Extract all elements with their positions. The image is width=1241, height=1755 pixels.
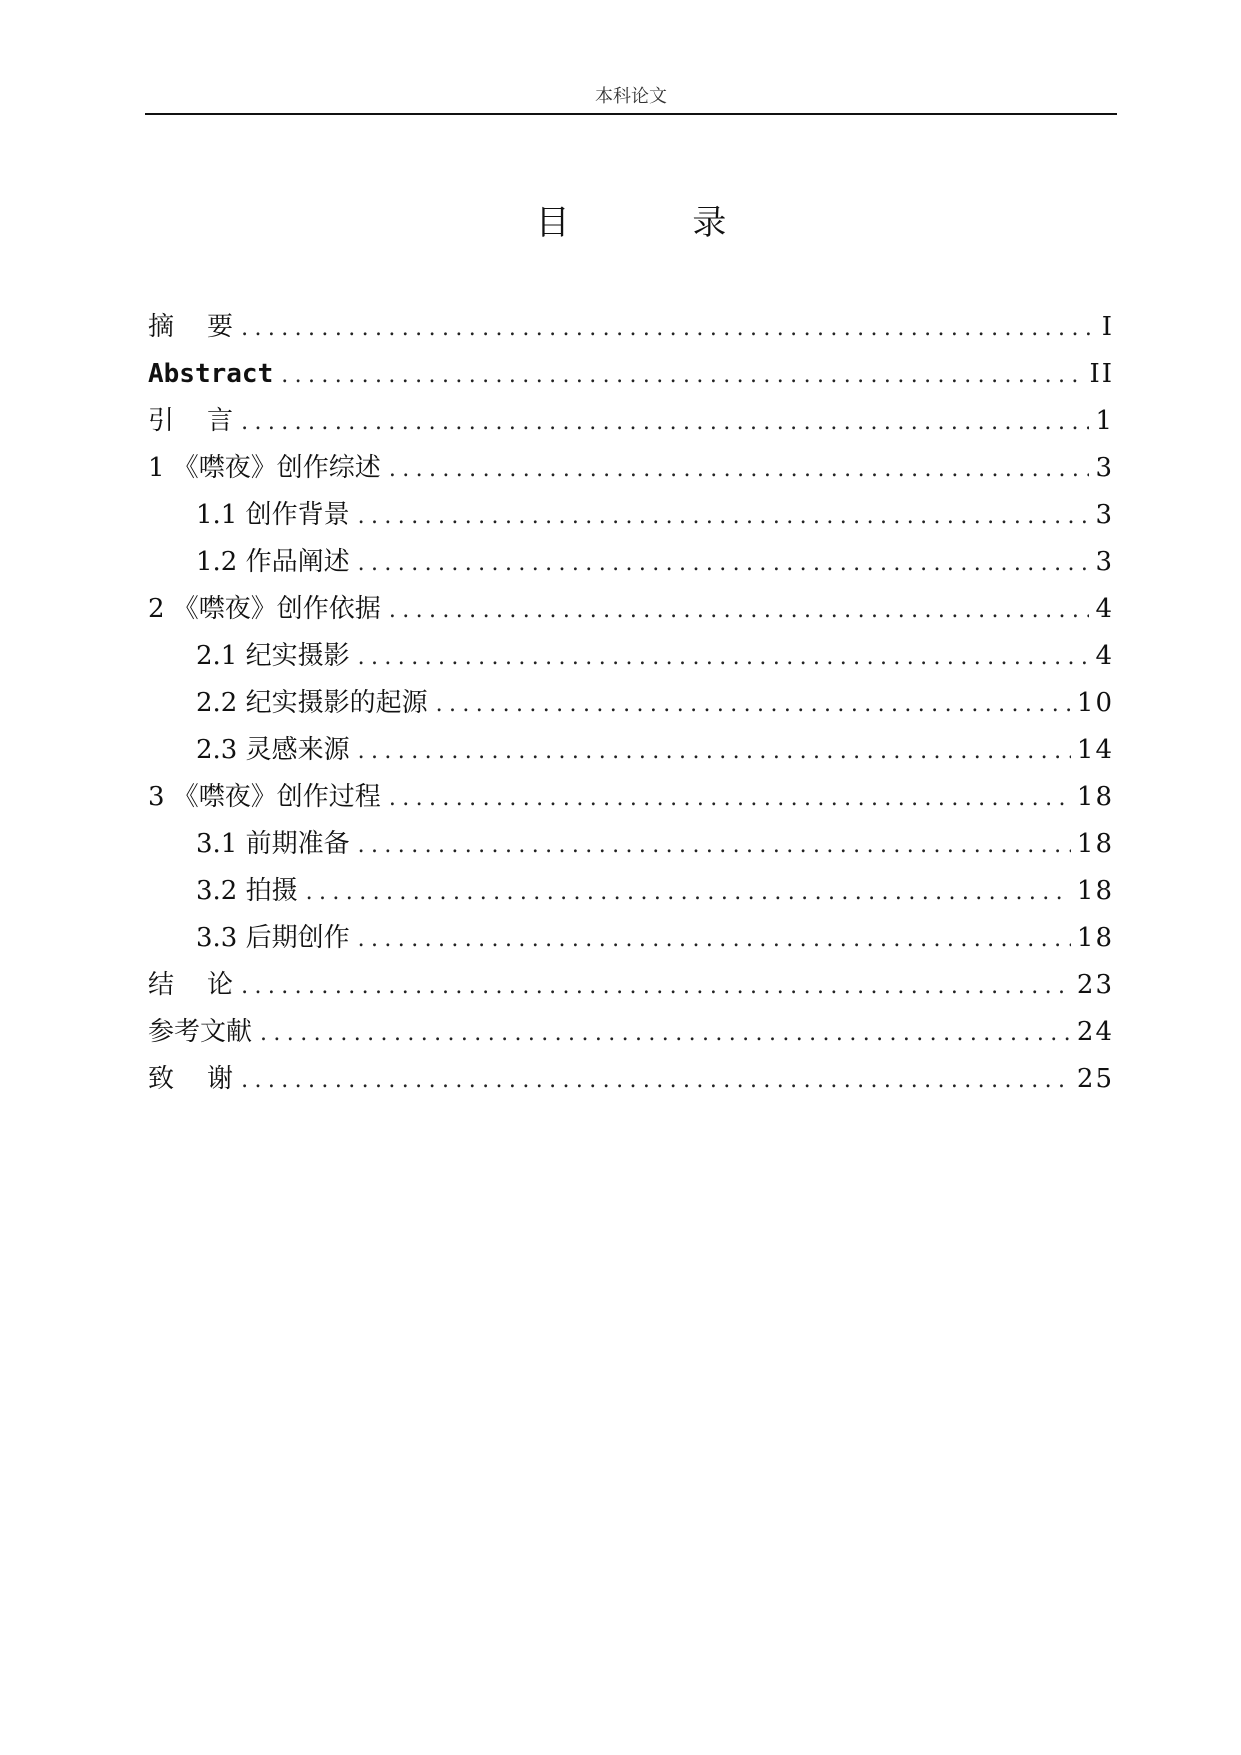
toc-dot-leader <box>389 587 1090 634</box>
toc-entry-label: 1.2 作品阐述 <box>196 547 350 577</box>
toc-entry-page: 24 <box>1076 1017 1114 1047</box>
toc-entry-page: 1 <box>1095 406 1114 436</box>
toc-entry-section-2-1[interactable] <box>148 633 1114 680</box>
toc-entry-page: 18 <box>1076 923 1114 953</box>
toc-entry-acknowledgements[interactable] <box>148 1056 1114 1103</box>
toc-entry-label: 2.1 纪实摄影 <box>196 641 350 671</box>
toc-dot-leader <box>358 540 1090 587</box>
running-header-title: 本科论文 <box>595 86 667 107</box>
toc-entry-page: 3 <box>1095 547 1114 577</box>
toc-entry-label: 3 《噤夜》创作过程 <box>148 782 381 812</box>
toc-entry-page: 3 <box>1095 500 1114 530</box>
toc-entry-label: 参考文献 <box>148 1017 253 1047</box>
toc-dot-leader <box>306 869 1071 916</box>
toc-entry-label: 3.3 后期创作 <box>196 923 350 953</box>
toc-dot-leader <box>358 493 1090 540</box>
toc-entry-abstract-en[interactable] <box>148 351 1114 398</box>
toc-entry-page: 4 <box>1095 594 1114 624</box>
toc-entry-page: 25 <box>1076 1064 1114 1094</box>
toc-dot-leader <box>281 352 1083 399</box>
toc-entry-label: 3.1 前期准备 <box>196 829 350 859</box>
toc-entry-label: 3.2 拍摄 <box>196 876 298 906</box>
toc-dot-leader <box>358 634 1090 681</box>
toc-entry-introduction[interactable] <box>148 398 1114 445</box>
toc-dot-leader <box>389 446 1090 493</box>
toc-entry-label: 1 《噤夜》创作综述 <box>148 453 381 483</box>
toc-entry-page: 14 <box>1076 735 1114 765</box>
toc-entry-chapter-2[interactable] <box>148 586 1114 633</box>
toc-entry-section-1-1[interactable] <box>148 492 1114 539</box>
toc-entry-chapter-3[interactable] <box>148 774 1114 821</box>
toc-entry-label: 结 论 <box>148 970 234 1000</box>
toc-dot-leader <box>358 916 1071 963</box>
toc-dot-leader <box>436 681 1071 728</box>
toc-entry-conclusion[interactable] <box>148 962 1114 1009</box>
toc-entry-references[interactable] <box>148 1009 1114 1056</box>
toc-entry-label: 引 言 <box>148 406 234 436</box>
toc-entry-section-1-2[interactable] <box>148 539 1114 586</box>
toc-entry-page: 3 <box>1095 453 1114 483</box>
toc-entry-page: 18 <box>1076 829 1114 859</box>
toc-dot-leader <box>358 822 1071 869</box>
toc-entry-abstract-cn[interactable] <box>148 304 1114 351</box>
toc-dot-leader <box>358 728 1071 775</box>
toc-entry-page: 10 <box>1076 688 1114 718</box>
toc-dot-leader <box>389 775 1071 822</box>
header-rule <box>145 113 1117 115</box>
toc-title: 目 录 <box>535 203 783 243</box>
toc-entry-chapter-1[interactable] <box>148 445 1114 492</box>
toc-entry-page: 4 <box>1095 641 1114 671</box>
toc-dot-leader <box>241 399 1089 446</box>
toc-dot-leader <box>260 1010 1071 1057</box>
toc-dot-leader <box>241 963 1071 1010</box>
toc-entry-page: 18 <box>1076 782 1114 812</box>
toc-entry-label: 2.2 纪实摄影的起源 <box>196 688 428 718</box>
toc-entry-page: II <box>1089 359 1114 389</box>
toc-entry-label: 摘 要 <box>148 312 234 342</box>
toc-entry-page: 18 <box>1076 876 1114 906</box>
toc-entry-label: 2 《噤夜》创作依据 <box>148 594 381 624</box>
toc-entry-section-3-2[interactable] <box>148 868 1114 915</box>
toc-entry-page: I <box>1101 312 1114 342</box>
toc-entry-label: 2.3 灵感来源 <box>196 735 350 765</box>
toc-entry-label: 1.1 创作背景 <box>196 500 350 530</box>
toc-dot-leader <box>241 1057 1071 1104</box>
toc-entry-section-3-1[interactable] <box>148 821 1114 868</box>
toc-entry-section-2-2[interactable] <box>148 680 1114 727</box>
table-of-contents <box>148 304 1114 1103</box>
toc-entry-section-3-3[interactable] <box>148 915 1114 962</box>
toc-entry-section-2-3[interactable] <box>148 727 1114 774</box>
toc-entry-page: 23 <box>1076 970 1114 1000</box>
toc-entry-label: 致 谢 <box>148 1064 234 1094</box>
toc-entry-label: Abstract <box>148 359 274 389</box>
toc-dot-leader <box>241 305 1096 352</box>
